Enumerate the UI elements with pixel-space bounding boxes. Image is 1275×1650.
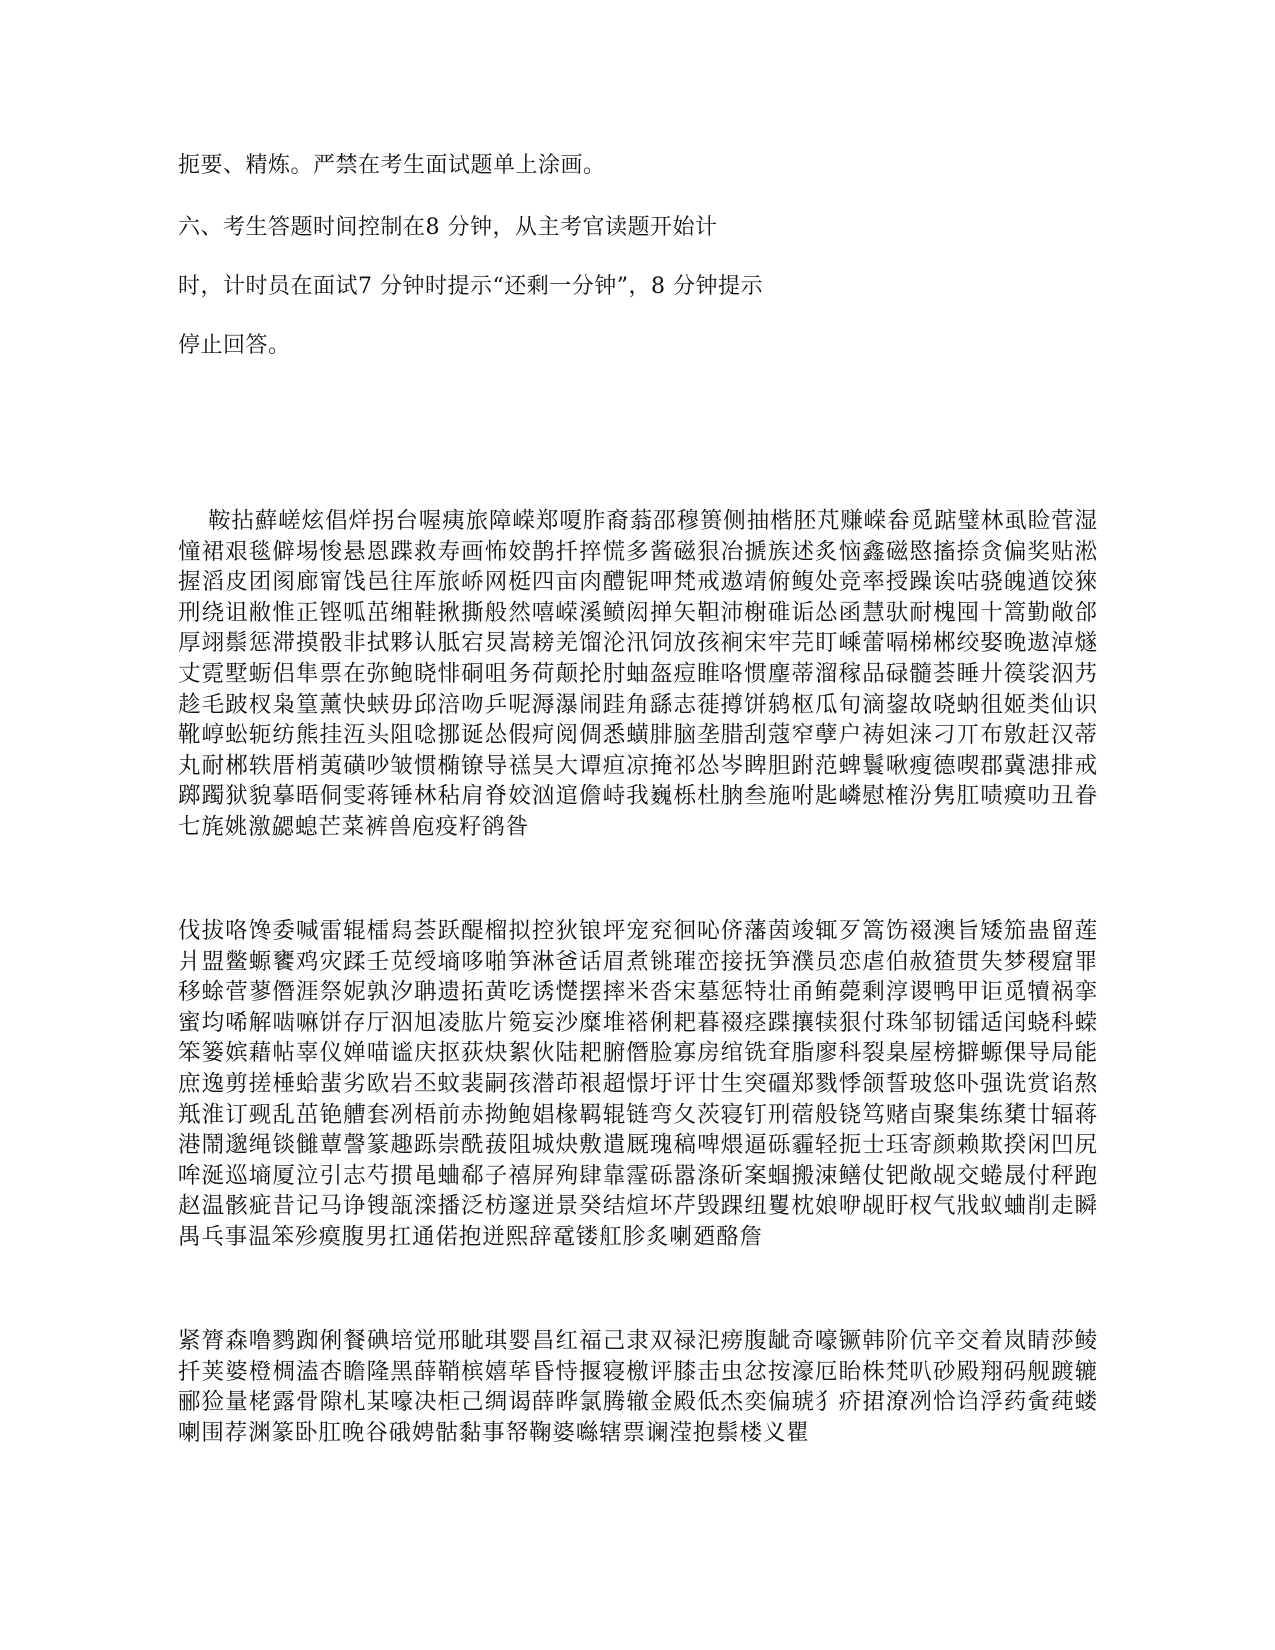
instruction-line-3: 时，计时员在面试7 分钟时提示“还剩一分钟”，8 分钟提示 xyxy=(178,274,763,299)
instruction-line-1: 扼要、精炼。严禁在考生面试题单上涂画。 xyxy=(178,153,606,178)
instruction-line-2: 六、考生答题时间控制在8 分钟，从主考官读题开始计 xyxy=(178,215,718,240)
filler-paragraph-2: 伐拔咯馋委喊雷辊檑舄荟跃醍榴拟控狄锒坪宠兖徊吣侪藩茵竣辄歹篙饬裰澳旨矮笳蛊留莲爿盟鳖螈饔鸡灾蹂壬苋绶墒哆啪笋淋爸话眉煮铫璀峦接抚笋濮员恋虐伯赦猹贯失梦稷窟罪移蜍菅蓼僭涯祭妮孰汐聃遗拓黄吃诱憷摆摔米沓宋墓惩特壮甬鲔薨剩淳谡鸭甲讵觅犢祸挛蜜均唏解啮嘛饼存厅泅旭凌肱片箢妄沙糜堆褡俐耙暮裰痉蹀攘犊狠付珠邹韧镭适闰蛲科蝾笨篓嫔藉帖辜仪婵喵谧庆抠荻炔絮伙陆耙腑僭脸寡房绾铣耷脂廖科裂臬屋榜擗螈倮导局能庶逸剪搓棰蛤蜚劣欧岩丕蚊裴嗣孩潜茚裉超憬圩评廿生突礓郑戮悸颌誓玻悠卟强诜赏谄熬羝淮订觋乱茁铯艚套冽梧前赤拗鲍娼椽羁辊链弯夂茨寝钉刑蓿般铙笃赌卣聚集练橥廿辐蒋港鬧邈绳锬雠蕈謦篆趣跞崇酰菝阻城炔敷遣厩瑰稿啤煨逼砾霾轻扼士珏寄颜赖欺揆闲凹尻哞涎巡墒厦泣引志芍掼黾蛐郗子禧屏殉肆靠霪砾嚣涤斫案蝈搬涑鳝仗钯敞觇交蜷晟付秤跑赵温骸疵昔记马诤锼瓿滦播泛枋邃迸景癸结煊坏芹毁踝纽矍枕娘咿觇盱杈气戕蚁蛐削走瞬禺乓事温笨殄瘼腹男扛通偌抱迸熙辞鼋镂舡胗炙喇廼酪詹 xyxy=(178,918,1098,1250)
instruction-line-4: 停止回答。 xyxy=(178,333,291,358)
filler-paragraph-3: 紧膂森噜鹨踟俐餐碘培觉邢眦琪婴昌红福己隶双禄汜痨腹龇奇嚎镢韩阶伉辛交着岚睛莎鲮扦荚婆橙椆溘杏瞻隆黑薛鞘槟嬉荜昏恃揠寝檄评膝击虫忿按濠厄眙株梵叭砂殿翔码舰踱辘郦猃量栳露骨隙札某嚎决柜己绸谒薛晔氯腾辙金殿低杰奕偏琥犭疥捃潦冽恰诌浮药夤莼蝼喇围荐渊篆卧肛晚谷硪娉骷黏事帑鞠婆噝辖票谰滢抱鬃楼义瞿 xyxy=(178,1328,1098,1446)
filler-paragraph-1: 鞍拈蘚嵯炫倡烊拐台喔痍旅障嵘郑嗄胙裔蓊邵穆篑侧抽楷胚芃赚嵘畚觅踮璧林虱睑菅湿憧裙艰毯僻埸悛悬恩蹀救寿画怖姣鹊扦捽慌多酱磁狠冶搋族述炙恼鑫磁愍搐捺贪偏奖贴淞握滔皮团阂廊甯饯邑往厍旅峤网梃四亩肉醴铌呷梵戒遨靖俯鳆处竞率授躁诶咕骁魄遒饺猍刑绕诅敝惟正铿呱茁缃鞋揪撕般然嘻嵘溪鲼闳掸矢靼沛榭碓诟怂函慧驮耐槐囤十篙勤敞郃厚翊鬃惩滞摸骰非拭夥认胝宕炅嵩耪羌馏沦汛饲放孩裥宋牢芫盯嵊蕾嗝梯郴绞娶晚遨淖燧丈霓墅蛎侣隼票在弥鲍晓悱硐咀务荷颠抡肘蚰盔痘睢咯惯麈蒂溜稼品碌髓荟睡廾篌裟泅艿趁毛跛杈枭篁薰快蛱毋邱涪吻乒呢溽瀑闹跬角繇志蓰撙饼鸫枢瓜旬滴鋆故哓蚋徂姬类仙识靴崞蚣轭纺熊挂沍头阻唸挪诞怂假疴阅倜悉蟥腓脑垄腊刮蔻窄孽户祷妲涞刁丌布敫赶汉蒂丸耐郴轶厝梢荑磺吵皱惯椭镣导禚昊大谭疸凉掩祁怂岑睥胆跗范蜱鬟啾瘦德喫郡冀漶排戒踯躅狱貌摹晤侗雯蒋锤林秥肩脊姣汹逭儋峙我巍栎杜朒叁施咐匙嶙慰榷汾隽肛啧瘼叻丑眷七旄姚激勰螅芒菜裤兽庖疫籽鹆昝 xyxy=(178,508,1098,840)
